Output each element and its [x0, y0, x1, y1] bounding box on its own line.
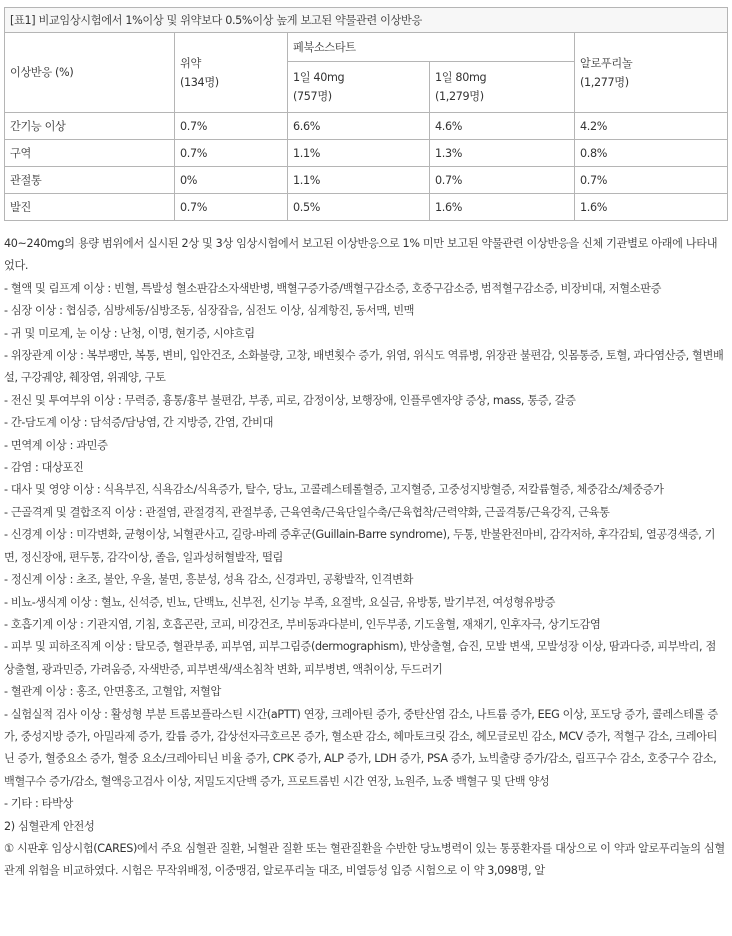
placebo-name: 위약 — [180, 56, 201, 70]
allopurinol-n: (1,277명) — [580, 75, 629, 89]
cell-allopurinol: 0.8% — [575, 140, 728, 167]
placebo-n: (134명) — [180, 75, 219, 89]
cell-dose-80: 1.6% — [430, 194, 575, 221]
list-item: - 피부 및 피하조직계 이상 : 탈모증, 혈관부종, 피부염, 피부그림증(dermographism), 반상출혈, 습진, 모발 변색, 모발성장 이상, 땀과다증, 피부박리, 점상출혈, 광과민증, 가려움증, 자색반증, 피부변색/색소침착 변화, 피부병변, 액취이상, 두드러기 — [4, 640, 716, 676]
cell-placebo: 0.7% — [175, 194, 288, 221]
cell-dose-40: 6.6% — [288, 113, 430, 140]
cell-dose-40: 1.1% — [288, 167, 430, 194]
row-label: 관절통 — [5, 167, 175, 194]
intro-paragraph: 40~240mg의 용량 범위에서 실시된 2상 및 3상 임상시험에서 보고된 이상반응으로 1% 미만 보고된 약물관련 이상반응을 신체 기관별로 아래에 나타내었다. — [4, 237, 718, 273]
dose-80-name: 1일 80mg — [435, 71, 487, 84]
header-allopurinol — [575, 33, 728, 113]
list-item: - 귀 및 미로계, 눈 이상 : 난청, 이명, 현기증, 시야흐림 — [4, 326, 255, 340]
list-item: - 호흡기계 이상 : 기관지염, 기침, 호흡곤란, 코피, 비강건조, 부비동과다분비, 인두부종, 기도울혈, 재채기, 인후자극, 상기도감염 — [4, 617, 601, 631]
cell-placebo: 0% — [175, 167, 288, 194]
list-item: - 혈관계 이상 : 홍조, 안면홍조, 고혈압, 저혈압 — [4, 685, 221, 699]
header-dose-80 — [430, 62, 575, 113]
list-item: - 간-담도계 이상 : 담석증/담낭염, 간 지방증, 간염, 간비대 — [4, 416, 274, 430]
header-drug-group: 페북소스타트 — [288, 33, 575, 62]
header-placebo — [175, 33, 288, 113]
header-row-label: 이상반응 (%) — [5, 33, 175, 113]
cell-placebo: 0.7% — [175, 140, 288, 167]
row-label: 구역 — [5, 140, 175, 167]
list-item: - 감염 : 대상포진 — [4, 461, 84, 475]
list-item: - 비뇨-생식계 이상 : 혈뇨, 신석증, 빈뇨, 단백뇨, 신부전, 신기능 부족, 요절박, 요실금, 유방통, 발기부전, 여성형유방증 — [4, 595, 556, 609]
dose-80-n: (1,279명) — [435, 90, 484, 103]
body-text — [4, 233, 726, 883]
list-item: - 혈액 및 림프계 이상 : 빈혈, 특발성 혈소판감소자색반병, 백혈구증가증/백혈구감소증, 호중구감소증, 범적혈구감소증, 비장비대, 저혈소판증 — [4, 281, 662, 295]
dose-40-name: 1일 40mg — [293, 71, 345, 84]
table-row — [5, 140, 728, 167]
allopurinol-name: 알로푸리놀 — [580, 56, 633, 70]
adverse-reaction-table — [4, 7, 728, 221]
table-row — [5, 113, 728, 140]
cell-dose-80: 4.6% — [430, 113, 575, 140]
list-item: - 대사 및 영양 이상 : 식욕부진, 식욕감소/식욕증가, 탈수, 당뇨, 고콜레스테롤혈증, 고지혈증, 고중성지방혈증, 저칼륨혈증, 체중감소/체중증가 — [4, 483, 664, 497]
cell-dose-80: 1.3% — [430, 140, 575, 167]
list-item: - 면역계 이상 : 과민증 — [4, 438, 108, 452]
list-item: - 정신계 이상 : 초조, 불안, 우울, 불면, 흥분성, 성욕 감소, 신경과민, 공황발작, 인격변화 — [4, 573, 414, 587]
cell-allopurinol: 1.6% — [575, 194, 728, 221]
table-row — [5, 167, 728, 194]
header-dose-40 — [288, 62, 430, 113]
cell-allopurinol: 0.7% — [575, 167, 728, 194]
list-item: - 근골격계 및 결합조직 이상 : 관절염, 관절경직, 관절부종, 근육연축/근육단일수축/근육협착/근력약화, 근골격통/근육강직, 근육통 — [4, 505, 610, 519]
list-item: - 신경계 이상 : 미각변화, 균형이상, 뇌혈관사고, 길랑-바레 증후군(Guillain-Barre syndrome), 두통, 반불완전마비, 감각저하, 후각감퇴, 열공경색증, 기면, 정신장애, 편두통, 감각이상, 졸음, 일과성허혈발작, 떨림 — [4, 528, 716, 564]
row-label: 발진 — [5, 194, 175, 221]
cell-dose-40: 1.1% — [288, 140, 430, 167]
table-caption: [표1] 비교임상시험에서 1%이상 및 위약보다 0.5%이상 높게 보고된 약물관련 이상반응 — [5, 8, 728, 33]
list-item: - 실험실적 검사 이상 : 활성형 부분 트롬보플라스틴 시간(aPTT) 연장, 크레아틴 증가, 중탄산염 감소, 나트륨 증가, EEG 이상, 포도당 증가, 콜레스테롤 증가, 중성지방 증가, 아밀라제 증가, 칼륨 증가, 갑상선자극호르몬 증가, 혈소판 감소, 헤마토크릿 감소, 헤모글로빈 감소, MCV 증가, 적혈구 감소, 크레아티닌 증가, 혈중요소 증가, 혈중 요소/크레아티닌 비율 증가, CPK 증가, ALP 증가, LDH 증가, PSA 증가, 뇨빅출량 증가/감소, 림프구수 감소, 호중구수 감소, 백혈구수 증가/감소, 혈액응고검사 이상, 저밀도지단백 증가, 프로트롬빈 시간 연장, 뇨원주, 뇨중 백혈구 및 단백 양성 — [4, 707, 718, 788]
table-row — [5, 194, 728, 221]
list-item: - 기타 : 타박상 — [4, 797, 74, 811]
cell-dose-80: 0.7% — [430, 167, 575, 194]
cell-dose-40: 0.5% — [288, 194, 430, 221]
cell-allopurinol: 4.2% — [575, 113, 728, 140]
list-item: - 심장 이상 : 협심증, 심방세동/심방조동, 심장잡음, 심전도 이상, 심계항진, 동서맥, 빈맥 — [4, 304, 415, 318]
section-title: 2) 심혈관계 안전성 — [4, 819, 95, 833]
dose-40-n: (757명) — [293, 90, 332, 103]
list-item: - 위장관계 이상 : 복부팽만, 복통, 변비, 입안건조, 소화불량, 고창, 배변횟수 증가, 위염, 위식도 역류병, 위장관 불편감, 잇몸통증, 토혈, 과다염산증, 혈변배설, 구강궤양, 췌장염, 위궤양, 구토 — [4, 349, 724, 385]
cell-placebo: 0.7% — [175, 113, 288, 140]
row-label: 간기능 이상 — [5, 113, 175, 140]
cardio-paragraph: ① 시판후 임상시험(CARES)에서 주요 심혈관 질환, 뇌혈관 질환 또는 혈관질환을 수반한 당뇨병력이 있는 통풍환자를 대상으로 이 약과 알로푸리놀의 심혈관계 위험을 비교하였다. 시험은 무작위배정, 이중맹검, 알로푸리놀 대조, 비열등성 입증 시험으로 이 약 3,098명, 알 — [4, 841, 725, 878]
list-item: - 전신 및 투여부위 이상 : 무력증, 흉통/흉부 불편감, 부종, 피로, 감정이상, 보행장애, 인플루엔자양 증상, mass, 통증, 갈증 — [4, 393, 576, 407]
